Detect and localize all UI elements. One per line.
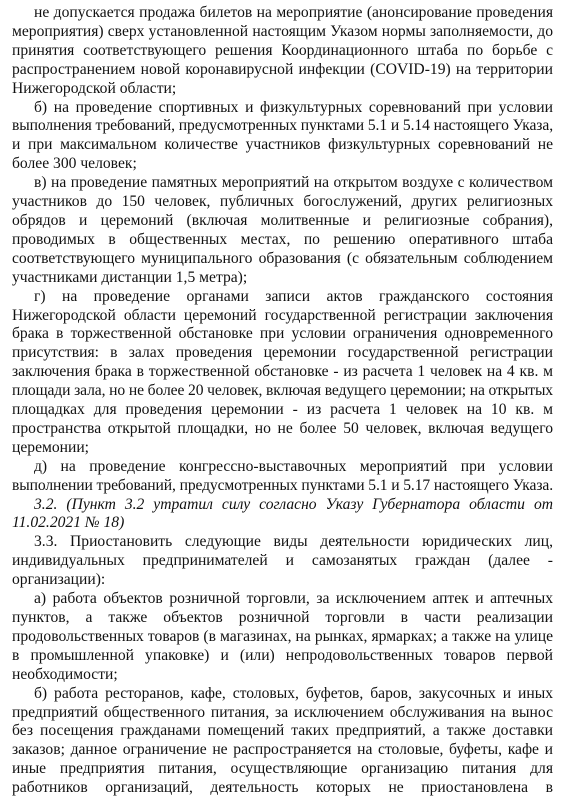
- text-line: не допускается продажа билетов на мероприятие (анонсирование проведения: [34, 4, 553, 21]
- text-line: площади зала, но не более 20 человек, включая ведущего церемонии; на открытых: [12, 382, 553, 400]
- text-line: б) на проведение спортивных и физкультурных соревнований при условии: [34, 98, 553, 116]
- text-line: необходимости;: [12, 665, 118, 683]
- text-line: организации):: [12, 571, 106, 589]
- text-line: площадках для проведения церемонии - из расчета 1 человек на 10 кв. м: [12, 401, 553, 419]
- text-line: и при максимальном количестве участников физкультурных соревнований не: [12, 136, 553, 154]
- text-line: заключения брака в торжественной обстановке - из расчета 1 человек на 4 кв. м: [12, 363, 553, 381]
- text-line: продовольственных товаров (в магазинах, на рынках, ярмарках; а также на улице: [12, 627, 553, 645]
- text-line: 11.02.2021 № 18): [12, 514, 125, 532]
- text-line: заказов; данное ограничение не распространяется на столовые, буфеты, кафе и: [12, 741, 553, 759]
- text-line: участниками дистанции 1,5 метра);: [12, 268, 248, 286]
- text-line: б) работа ресторанов, кафе, столовых, буфетов, баров, закусочных и иных: [34, 684, 553, 702]
- text-line: принятия соответствующего решения Координационного штаба по борьбе с: [12, 41, 553, 59]
- text-line: иные предприятия питания, осуществляющие организацию питания для: [12, 760, 553, 778]
- text-line: а) работа объектов розничной торговли, за исключением аптек и аптечных: [34, 590, 553, 608]
- text-line: проводимых в общественных местах, по решению оперативного штаба: [12, 230, 553, 248]
- text-line: обрядов и церемоний (включая молитвенные и религиозные собрания),: [12, 211, 553, 229]
- text-line: выполнения требований, предусмотренных пунктами 5.1 и 5.14 настоящего Указа,: [12, 117, 553, 135]
- text-line: присутствия: в залах проведения церемонии государственной регистрации: [12, 344, 553, 362]
- text-line: пространства открытой площадки, но не более 50 человек, включая ведущего: [12, 419, 553, 437]
- text-line: Нижегородской области церемоний государственной регистрации заключения: [12, 306, 553, 324]
- text-line: в) на проведение памятных мероприятий на открытом воздухе с количеством: [34, 174, 553, 192]
- text-line: пунктов, а также объектов розничной торговли в части реализации: [12, 609, 553, 626]
- text-line: без посещения гражданами помещений таких предприятий, а также доставки: [12, 722, 553, 740]
- text-line: Нижегородской области;: [12, 79, 177, 97]
- text-line: 3.3. Приостановить следующие виды деятельности юридических лиц,: [34, 533, 553, 551]
- text-line: церемонии;: [12, 438, 90, 456]
- text-line: мероприятия) сверх установленной настоящим Указом нормы заполняемости, до: [12, 22, 553, 40]
- text-line: предприятий общественного питания, за исключением обслуживания на вынос: [12, 703, 553, 721]
- text-line: распространением новой коронавирусной инфекции (COVID-19) на территории: [12, 60, 553, 78]
- text-line: брака в торжественной обстановке при условии ограничения одновременного: [12, 325, 553, 343]
- text-line: 3.2. (Пункт 3.2 утратил силу согласно Указу Губернатора области от: [34, 495, 553, 513]
- text-line: работников организаций, деятельность которых не приостановлена в: [12, 779, 553, 797]
- text-line: д) на проведение конгрессно-выставочных мероприятий при условии: [34, 457, 553, 475]
- text-line: выполнении требований, предусмотренных пунктами 5.1 и 5.17 настоящего Указа.: [12, 476, 553, 494]
- text-line: более 300 человек;: [12, 155, 137, 173]
- text-line: индивидуальных предпринимателей и самозанятых граждан (далее -: [12, 552, 553, 570]
- text-line: соответствующего муниципального образования (с обязательным соблюдением: [12, 249, 553, 267]
- text-line: в промышленной упаковке) и (или) непродовольственных товаров первой: [12, 646, 553, 664]
- text-line: г) на проведение органами записи актов гражданского состояния: [34, 287, 553, 305]
- text-line: участников до 150 человек, публичных богослужений, других религиозных: [12, 193, 553, 211]
